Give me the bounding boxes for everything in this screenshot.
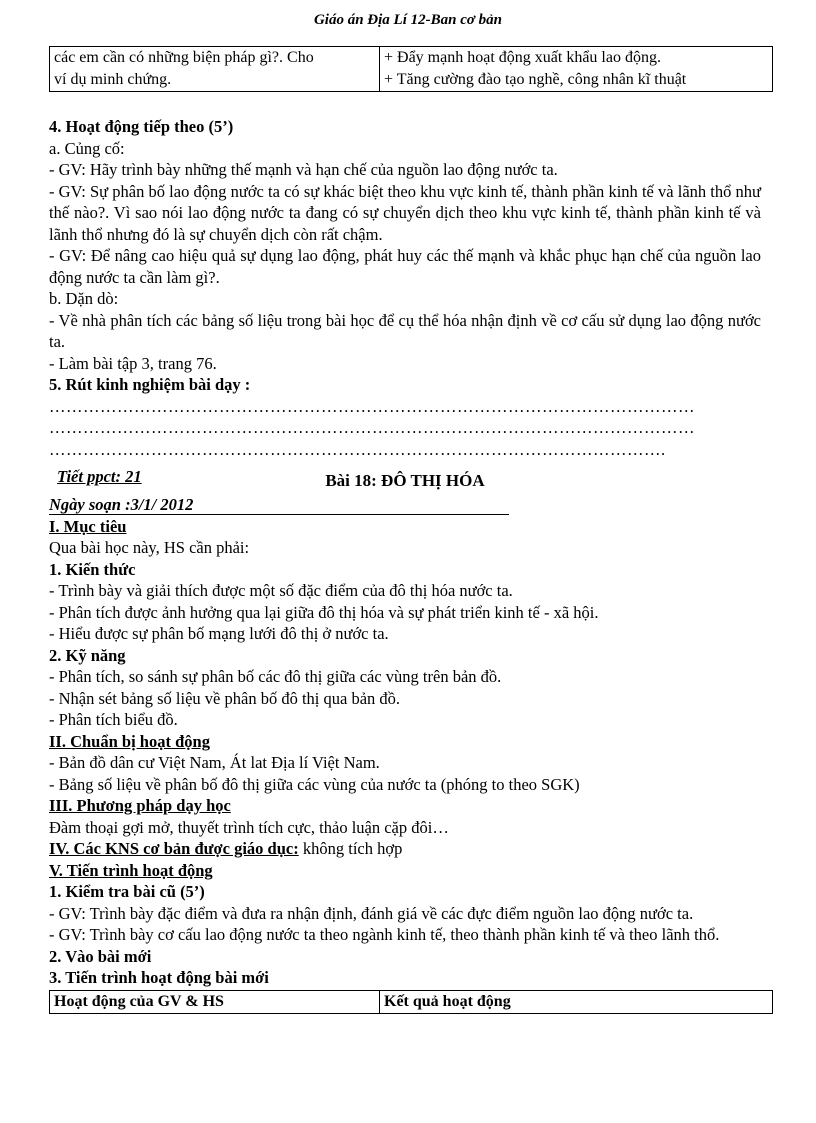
cung-co-item: - GV: Hãy trình bày những thế mạnh và hạn chế của nguồn lao động nước ta.	[49, 160, 558, 179]
life-skills-heading: IV. Các KNS cơ bản được giáo dục:	[49, 839, 299, 858]
section5-heading: 5. Rút kinh nghiệm bài dạy :	[49, 375, 251, 394]
review-item: - GV: Trình bày đặc điểm và đưa ra nhận định, đánh giá về các đực điểm nguồn lao động nước ta.	[49, 903, 694, 923]
review-heading: 1. Kiểm tra bài cũ (5’)	[49, 882, 205, 901]
dan-do-item: - Về nhà phân tích các bảng số liệu trong bài học để cụ thể hóa nhận định về cơ cấu sử dụng lao động nước ta.	[49, 310, 761, 351]
lesson-process-heading: 3. Tiến trình hoạt động bài mới	[49, 968, 269, 987]
activity-table-header-col2: Kết quả hoạt động	[380, 990, 773, 1013]
top-table	[49, 46, 773, 92]
knowledge-heading: 1. Kiến thức	[49, 559, 136, 579]
cung-co-label: a. Củng cố:	[49, 138, 125, 158]
lesson-header-row	[49, 464, 761, 490]
knowledge-item: - Phân tích được ảnh hưởng qua lại giữa đô thị hóa và sự phát triển kinh tế - xã hội.	[49, 602, 599, 622]
objectives-intro: Qua bài học này, HS cần phải:	[49, 538, 250, 557]
dan-do-label: b. Dặn dò:	[49, 289, 119, 308]
activity4-heading: 4. Hoạt động tiếp theo (5’)	[49, 117, 234, 136]
top-table-left-cell	[50, 47, 380, 92]
skills-item: - Nhận sét bảng số liệu về phân bố đô thị qua bản đồ.	[49, 688, 401, 708]
preparation-item: - Bản đồ dân cư Việt Nam, Át lat Địa lí Việt Nam.	[49, 753, 380, 772]
cung-co-item: - GV: Để nâng cao hiệu quả sự dụng lao động, phát huy các thế mạnh và khắc phục hạn chế của nguồn lao động nước ta cần làm gì?.	[49, 246, 761, 287]
top-table-right-line: + Đẩy mạnh hoạt động xuất khẩu lao động.	[384, 49, 661, 66]
top-table-left-line: ví dụ minh chứng.	[54, 71, 172, 88]
process-heading: V. Tiến trình hoạt động	[49, 860, 213, 880]
activity-table	[49, 990, 773, 1014]
skills-item: - Phân tích biểu đồ.	[49, 710, 178, 729]
dotted-line: ……………………………………………………………………………………………….	[49, 439, 666, 459]
document-body	[49, 116, 761, 1014]
dan-do-item: - Làm bài tập 3, trang 76.	[49, 353, 217, 373]
review-item: - GV: Trình bày cơ cấu lao động nước ta theo ngành kinh tế, theo thành phần kinh tế và theo lãnh thổ.	[49, 925, 720, 944]
preparation-item: - Bảng số liệu về phân bố đô thị giữa các vùng của nước ta (phóng to theo SGK)	[49, 774, 580, 794]
cung-co-item: - GV: Sự phân bố lao động nước ta có sự khác biệt theo khu vực kinh tế, thành phần kinh tế và lãnh thổ như thế nào?. Vì sao nói lao động nước ta đang có sự chuyển dịch theo khu vực kinh tế, thành phần kinh tế và lãnh thổ nhưng đó là sự chuyển dịch còn rất chậm.	[49, 181, 761, 244]
skills-heading: 2. Kỹ năng	[49, 645, 126, 665]
dotted-line: ……………………………………………………………………………………………………	[49, 418, 695, 437]
top-table-right-line: + Tăng cường đào tạo nghề, công nhân kĩ thuật	[384, 71, 687, 88]
top-table-right-cell	[380, 47, 773, 92]
dotted-line: ……………………………………………………………………………………………………	[49, 396, 695, 416]
preparation-date: Ngày soạn :3/1/ 2012	[49, 496, 509, 515]
knowledge-item: - Hiểu được sự phân bố mạng lưới đô thị ở nước ta.	[49, 624, 389, 643]
methods-text: Đàm thoại gợi mở, thuyết trình tích cực, thảo luận cặp đôi…	[49, 817, 449, 837]
lesson-title: Bài 18: ĐÔ THỊ HÓA	[325, 471, 485, 490]
knowledge-item: - Trình bày và giải thích được một số đặc điểm của đô thị hóa nước ta.	[49, 581, 513, 600]
new-lesson-heading: 2. Vào bài mới	[49, 946, 152, 966]
period-label: Tiết ppct: 21	[57, 467, 142, 486]
methods-heading: III. Phương pháp dạy học	[49, 796, 231, 815]
preparation-heading: II. Chuẩn bị hoạt động	[49, 731, 210, 751]
top-table-left-line: các em cần có những biện pháp gì?. Cho	[54, 49, 314, 66]
life-skills-text: không tích hợp	[298, 839, 403, 858]
activity-table-header-col1: Hoạt động của GV & HS	[50, 990, 380, 1013]
skills-item: - Phân tích, so sánh sự phân bố các đô thị giữa các vùng trên bản đồ.	[49, 667, 502, 686]
page-header: Giáo án Địa Lí 12-Ban cơ bản	[313, 12, 503, 28]
objectives-heading: I. Mục tiêu	[49, 516, 127, 536]
